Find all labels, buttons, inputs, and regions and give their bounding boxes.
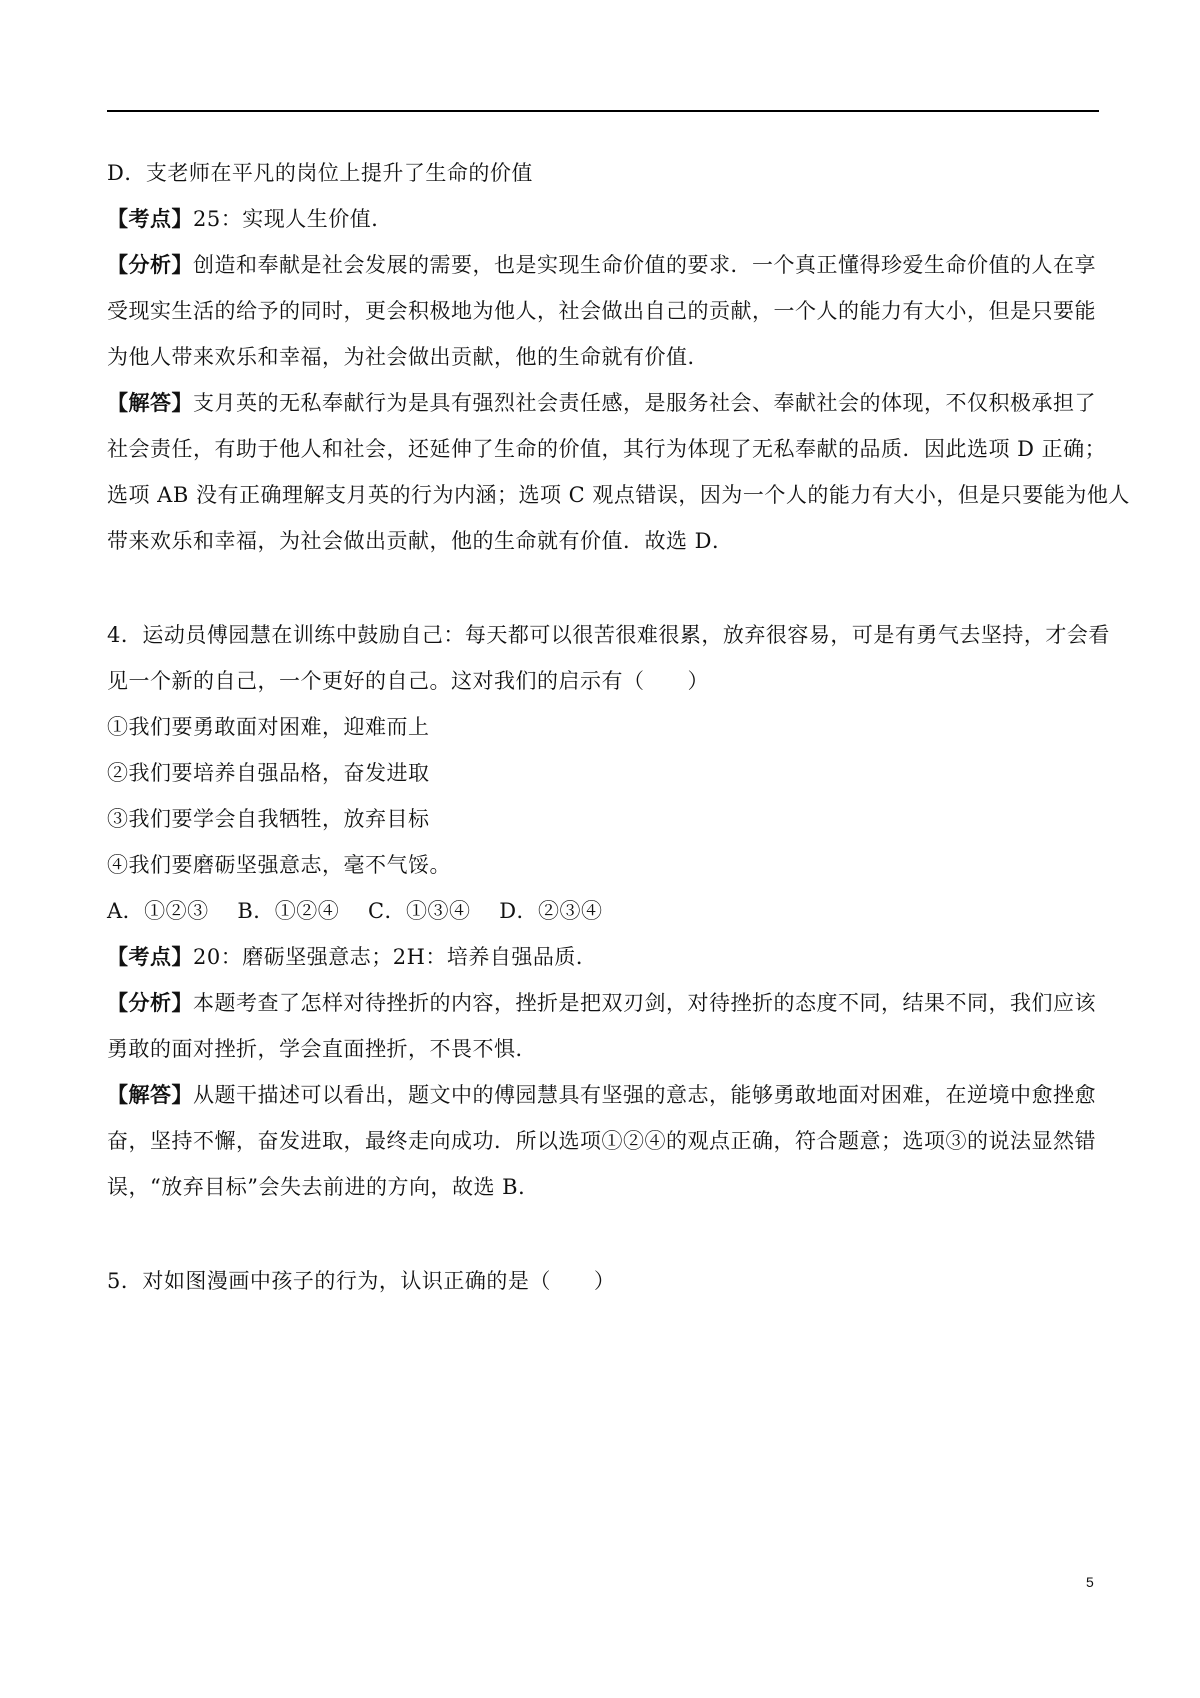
- q4-statement-2: ②我们要培养自强品格，奋发进取: [107, 761, 430, 785]
- document-body: [107, 150, 1130, 1304]
- q4-stem-line-1: 4．运动员傅园慧在训练中鼓励自己：每天都可以很苦很难很累，放弃很容易，可是有勇气去坚持，才会看: [107, 623, 1110, 647]
- q3-jieda-line-4: 带来欢乐和幸福，为社会做出贡献，他的生命就有价值．故选 D．: [107, 529, 734, 553]
- q4-jieda-line-3: 误，“放弃目标”会失去前进的方向，故选 B．: [107, 1175, 540, 1199]
- jieda-text: 从题干描述可以看出，题文中的傅园慧具有坚强的意志，能够勇敢地面对困难，在逆境中愈挫愈: [193, 1083, 1096, 1107]
- jieda-text: 支月英的无私奉献行为是具有强烈社会责任感，是服务社会、奉献社会的体现，不仅积极承担了: [193, 391, 1096, 415]
- kaodian-tag: 【考点】: [107, 206, 193, 231]
- q4-fenxi-line-1: [107, 980, 1105, 1026]
- q3-kaodian: [107, 196, 1105, 242]
- jieda-tag: 【解答】: [107, 390, 193, 415]
- q4-stem-line-2: 见一个新的自己，一个更好的自己。这对我们的启示有（ ）: [107, 669, 709, 693]
- fenxi-tag: 【分析】: [107, 990, 193, 1015]
- q3-option-d: D．支老师在平凡的岗位上提升了生命的价值: [107, 161, 533, 185]
- q3-jieda-line-2: 社会责任，有助于他人和社会，还延伸了生命的价值，其行为体现了无私奉献的品质．因此选项 D 正确；: [107, 437, 1107, 461]
- page-number: 5: [1086, 1574, 1094, 1590]
- kaodian-text: 20：磨砺坚强意志；2H：培养自强品质．: [193, 945, 598, 969]
- fenxi-tag: 【分析】: [107, 252, 193, 277]
- header-rule: [107, 110, 1099, 112]
- q3-jieda-line-3: 选项 AB 没有正确理解支月英的行为内涵；选项 C 观点错误，因为一个人的能力有大小，但是只要能为他人: [107, 483, 1130, 507]
- q3-fenxi-line-2: 受现实生活的给予的同时，更会积极地为他人，社会做出自己的贡献，一个人的能力有大小，但是只要能: [107, 299, 1096, 323]
- q4-kaodian: [107, 934, 1105, 980]
- q4-statement-1: ①我们要勇敢面对困难，迎难而上: [107, 715, 430, 739]
- q5-stem: 5．对如图漫画中孩子的行为，认识正确的是（ ）: [107, 1269, 616, 1293]
- fenxi-text: 本题考查了怎样对待挫折的内容，挫折是把双刃剑，对待挫折的态度不同，结果不同，我们应该: [193, 991, 1096, 1015]
- q4-jieda-line-2: 奋，坚持不懈，奋发进取，最终走向成功．所以选项①②④的观点正确，符合题意；选项③的说法显然错: [107, 1129, 1096, 1153]
- fenxi-text: 创造和奉献是社会发展的需要，也是实现生命价值的要求．一个真正懂得珍爱生命价值的人在享: [193, 253, 1096, 277]
- jieda-tag: 【解答】: [107, 1082, 193, 1107]
- q4-jieda-line-1: [107, 1072, 1105, 1118]
- q4-statement-4: ④我们要磨砺坚强意志，毫不气馁。: [107, 853, 451, 877]
- q4-fenxi-line-2: 勇敢的面对挫折，学会直面挫折，不畏不惧．: [107, 1037, 537, 1061]
- q4-choices: A．①②③ B．①②④ C．①③④ D．②③④: [107, 899, 603, 923]
- q3-jieda-line-1: [107, 380, 1105, 426]
- q3-fenxi-line-1: [107, 242, 1105, 288]
- kaodian-text: 25：实现人生价值．: [193, 207, 393, 231]
- q4-statement-3: ③我们要学会自我牺牲，放弃目标: [107, 807, 430, 831]
- kaodian-tag: 【考点】: [107, 944, 193, 969]
- q3-fenxi-line-3: 为他人带来欢乐和幸福，为社会做出贡献，他的生命就有价值．: [107, 345, 709, 369]
